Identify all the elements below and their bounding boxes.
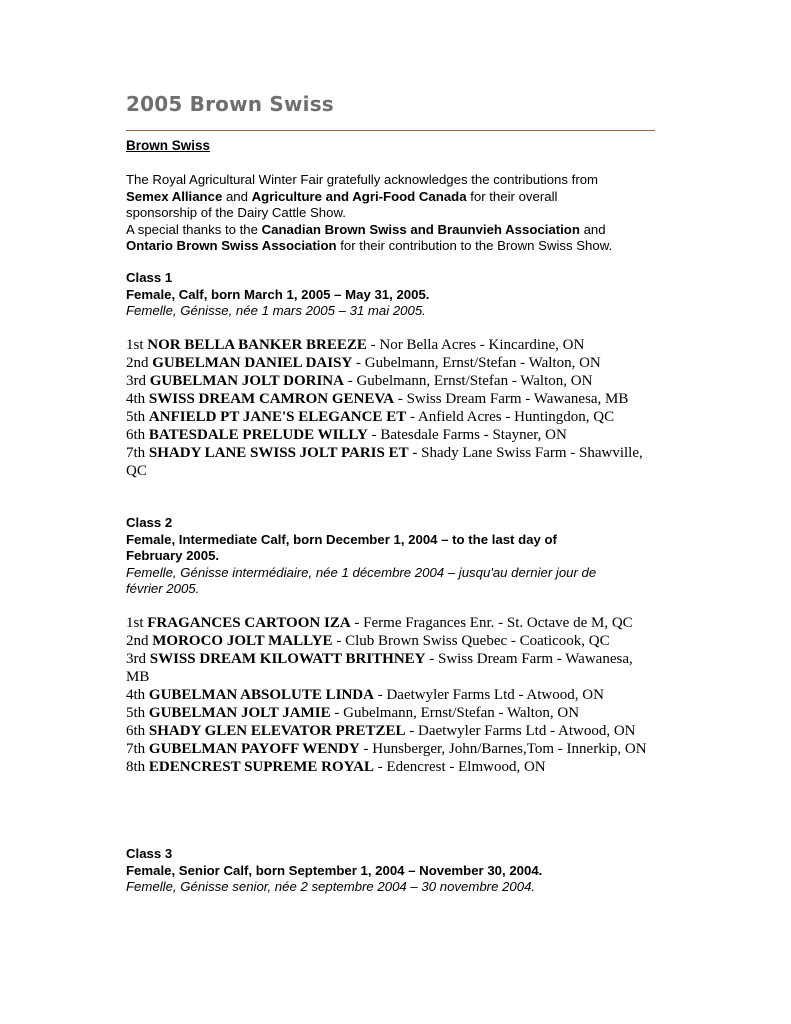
class-heading: Class 2 [126, 515, 173, 530]
class-description-fr: février 2005. [126, 581, 200, 596]
placings-list [126, 614, 656, 776]
placing-rank: 4th [126, 687, 149, 703]
exhibitor: - Nor Bella Acres - Kincardine, ON [366, 337, 585, 353]
placing-rank: 3rd [126, 373, 150, 389]
placing-rank: 2nd [126, 633, 153, 649]
placing-row [126, 740, 656, 758]
placing-rank: 3rd [126, 651, 150, 667]
class-description-fr: Femelle, Génisse, née 1 mars 2005 – 31 mai 2005. [126, 303, 426, 318]
placing-rank: 8th [126, 759, 149, 775]
sponsor-name: Semex Alliance [126, 188, 223, 204]
animal-name: GUBELMAN DANIEL DAISY [152, 355, 353, 371]
exhibitor: - Daetwyler Farms Ltd - Atwood, ON [373, 687, 604, 703]
class-description-fr: Femelle, Génisse senior, née 2 septembre 2004 – 30 novembre 2004. [126, 879, 536, 894]
placing-row [126, 426, 656, 444]
exhibitor: - Ferme Fragances Enr. - St. Octave de M, QC [350, 615, 633, 631]
placing-row [126, 758, 656, 776]
placing-row [126, 704, 656, 722]
placing-row [126, 722, 656, 740]
animal-name: FRAGANCES CARTOON IZA [147, 615, 351, 631]
intro-text: A special thanks to the [126, 221, 262, 237]
placing-rank: 1st [126, 337, 148, 353]
exhibitor: - Shady Lane Swiss Farm - Shawville, QC [126, 445, 643, 479]
exhibitor: - Gubelmann, Ernst/Stefan - Walton, ON [343, 373, 593, 389]
intro-text: and [579, 221, 606, 237]
exhibitor: - Gubelmann, Ernst/Stefan - Walton, ON [352, 355, 601, 371]
animal-name: SWISS DREAM KILOWATT BRITHNEY [149, 651, 426, 667]
placing-rank: 2nd [126, 355, 153, 371]
class-block [126, 515, 656, 598]
class-heading: Class 3 [126, 846, 173, 861]
placing-row [126, 336, 656, 354]
intro-line [126, 189, 666, 206]
placing-rank: 4th [126, 391, 149, 407]
placing-row [126, 354, 656, 372]
association-name: Canadian Brown Swiss and Braunvieh Association [261, 221, 580, 237]
animal-name: NOR BELLA BANKER BREEZE [147, 337, 367, 353]
exhibitor: - Club Brown Swiss Quebec - Coaticook, QC [332, 633, 610, 649]
intro-text: The Royal Agricultural Winter Fair gratefully acknowledges the contributions from [126, 172, 599, 187]
exhibitor: - Swiss Dream Farm - Wawanesa, MB [126, 651, 633, 685]
exhibitor: - Anfield Acres - Huntingdon, QC [406, 409, 615, 425]
placing-row [126, 372, 656, 390]
placing-rank: 6th [126, 427, 149, 443]
intro-text: for their contribution to the Brown Swiss Show. [336, 238, 613, 253]
placing-row [126, 650, 656, 686]
animal-name: MOROCO JOLT MALLYE [152, 633, 333, 649]
class-description: Female, Calf, born March 1, 2005 – May 31, 2005. [126, 286, 430, 302]
placing-row [126, 614, 656, 632]
class-description: Female, Senior Calf, born September 1, 2004 – November 30, 2004. [126, 862, 543, 878]
sponsor-name: Agriculture and Agri-Food Canada [251, 188, 467, 204]
exhibitor: - Swiss Dream Farm - Wawanesa, MB [394, 391, 629, 407]
placing-rank: 6th [126, 723, 149, 739]
animal-name: ANFIELD PT JANE'S ELEGANCE ET [148, 409, 407, 425]
intro-text: for their overall [466, 188, 558, 204]
placing-rank: 7th [126, 741, 149, 757]
animal-name: GUBELMAN JOLT JAMIE [148, 705, 331, 721]
placing-row [126, 444, 656, 480]
animal-name: GUBELMAN JOLT DORINA [149, 373, 344, 389]
animal-name: SWISS DREAM CAMRON GENEVA [148, 391, 395, 407]
animal-name: GUBELMAN PAYOFF WENDY [148, 741, 360, 757]
animal-name: BATESDALE PRELUDE WILLY [148, 427, 368, 443]
class-heading: Class 1 [126, 270, 173, 285]
placing-row [126, 408, 656, 426]
placing-rank: 1st [126, 615, 148, 631]
section-heading: Brown Swiss [126, 138, 211, 153]
class-description: Female, Intermediate Calf, born December 1, 2004 – to the last day of [126, 531, 557, 547]
placing-rank: 7th [126, 445, 149, 461]
placing-row [126, 390, 656, 408]
intro-line [126, 238, 666, 255]
placing-rank: 5th [126, 409, 149, 425]
class-block [126, 846, 656, 896]
placing-row [126, 686, 656, 704]
class-description: February 2005. [126, 548, 220, 563]
animal-name: SHADY LANE SWISS JOLT PARIS ET [148, 445, 409, 461]
animal-name: SHADY GLEN ELEVATOR PRETZEL [148, 723, 406, 739]
class-description-fr: Femelle, Génisse intermédiaire, née 1 décembre 2004 – jusqu'au dernier jour de [126, 564, 597, 580]
intro-paragraph [126, 172, 666, 255]
exhibitor: - Batesdale Farms - Stayner, ON [367, 427, 567, 443]
animal-name: EDENCREST SUPREME ROYAL [148, 759, 374, 775]
exhibitor: - Edencrest - Elmwood, ON [373, 759, 546, 775]
association-name: Ontario Brown Swiss Association [126, 238, 337, 253]
exhibitor: - Hunsberger, John/Barnes,Tom - Innerkip, ON [359, 741, 647, 757]
class-block [126, 270, 656, 320]
intro-text: and [222, 188, 252, 204]
title-divider [126, 130, 655, 131]
intro-line [126, 172, 666, 189]
exhibitor: - Gubelmann, Ernst/Stefan - Walton, ON [330, 705, 580, 721]
intro-line [126, 222, 666, 239]
placing-row [126, 632, 656, 650]
page-title: 2005 Brown Swiss [126, 92, 334, 116]
placings-list [126, 336, 656, 480]
animal-name: GUBELMAN ABSOLUTE LINDA [148, 687, 374, 703]
intro-text: sponsorship of the Dairy Cattle Show. [126, 205, 346, 220]
intro-line [126, 205, 666, 222]
placing-rank: 5th [126, 705, 149, 721]
exhibitor: - Daetwyler Farms Ltd - Atwood, ON [405, 723, 636, 739]
